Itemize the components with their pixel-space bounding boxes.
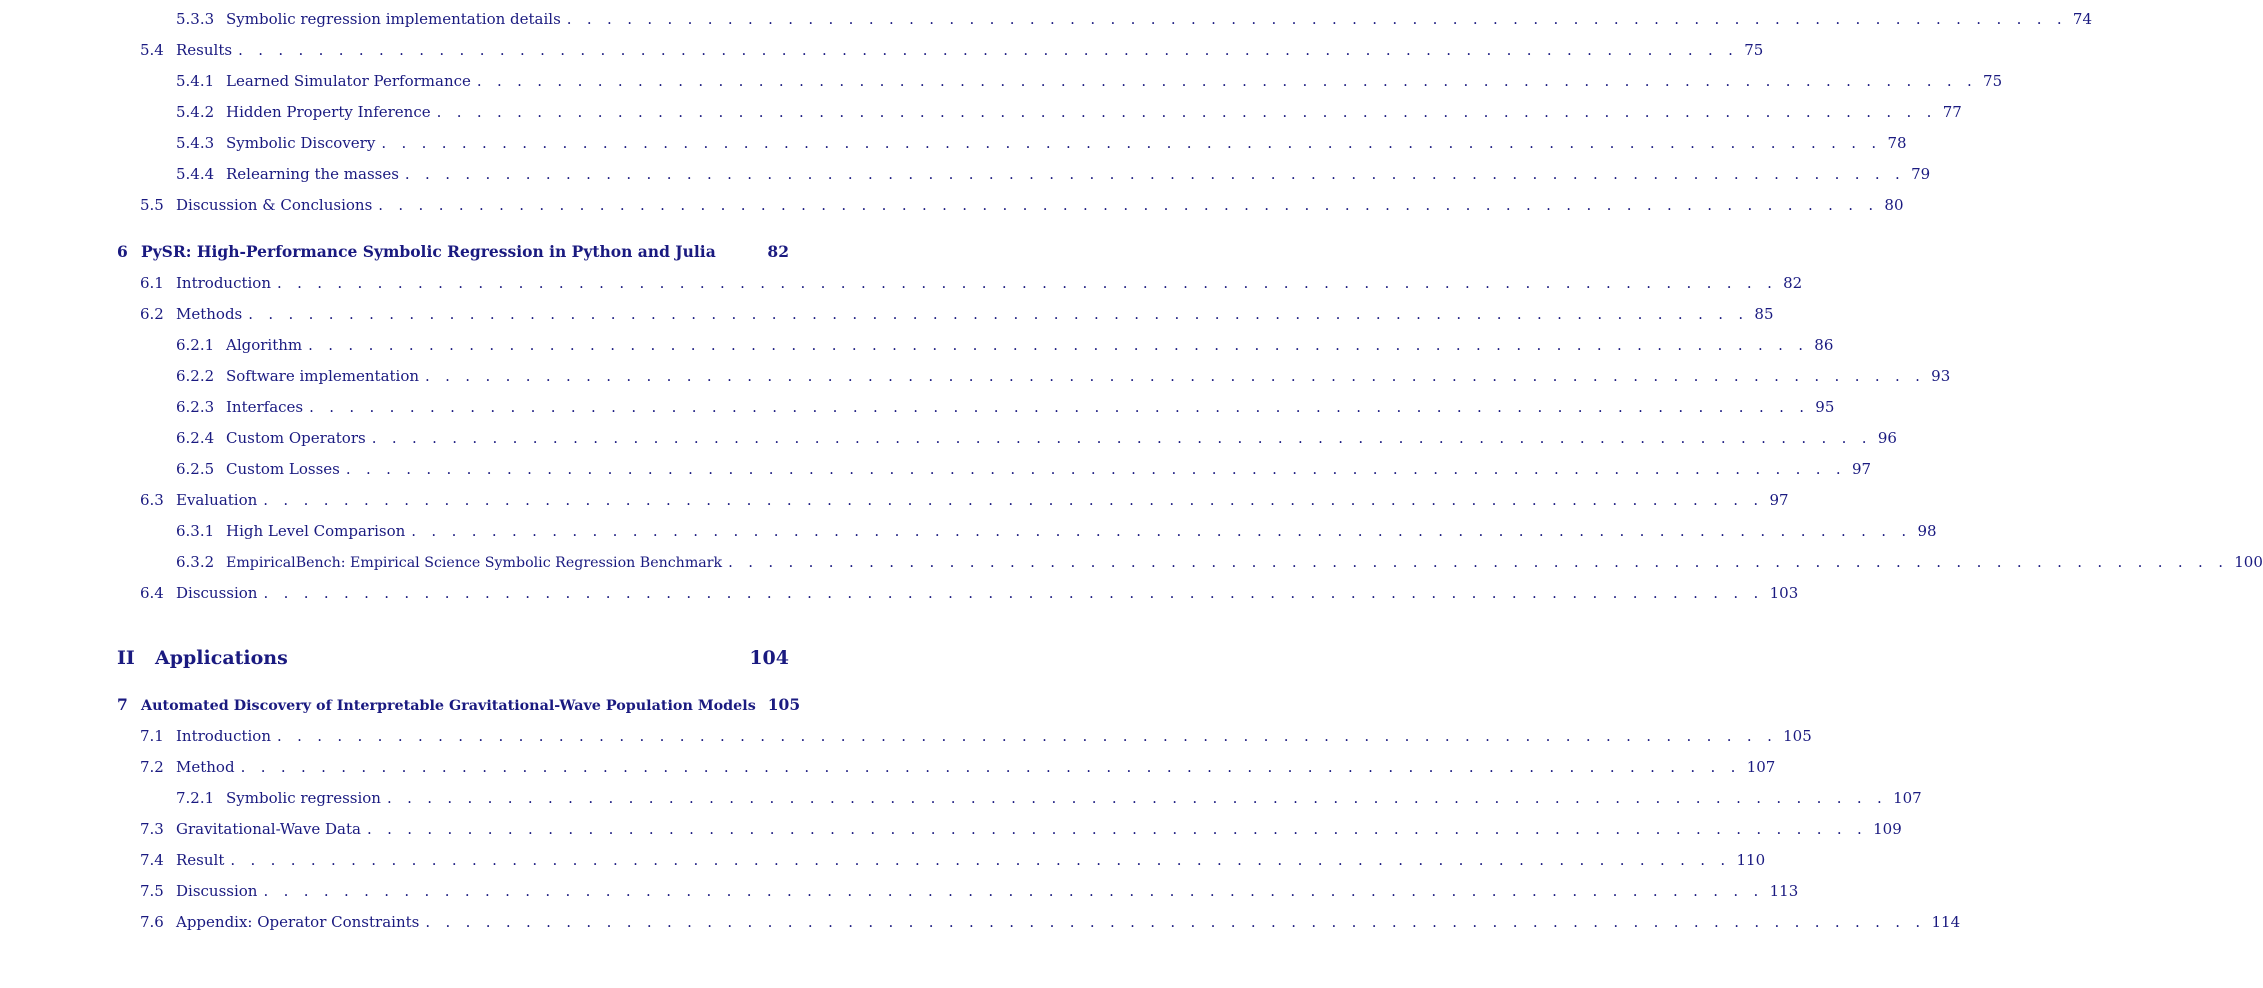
dot-leader: . . . . . . . . . . . . . . . . . . . . . . . . . . . . . . . . . . . . . . . . . . . . . . . . . . . . . . . . . . . . . . . . . . . . . . . . . . . bbox=[240, 758, 1741, 776]
toc-title: Algorithm bbox=[226, 336, 303, 354]
toc-title: Introduction bbox=[176, 274, 271, 292]
toc-entry-6-2-1[interactable] bbox=[176, 335, 1834, 355]
toc-number: 5.3.3 bbox=[176, 10, 215, 28]
toc-page-number: 100 bbox=[2234, 553, 2263, 571]
toc-title: Relearning the masses bbox=[226, 165, 399, 183]
toc-title: Discussion & Conclusions bbox=[176, 196, 373, 214]
toc-title: Methods bbox=[176, 305, 243, 323]
toc-number: 6.2.5 bbox=[176, 460, 215, 478]
toc-page-number: 105 bbox=[767, 695, 801, 714]
toc-entry-7-2[interactable] bbox=[140, 757, 1776, 777]
toc-page-number: 80 bbox=[1884, 196, 1904, 214]
toc-title: Evaluation bbox=[176, 491, 258, 509]
toc-entry-5-4-2[interactable] bbox=[176, 102, 1962, 122]
dot-leader: . . . . . . . . . . . . . . . . . . . . . . . . . . . . . . . . . . . . . . . . . . . . . . . . . . . . . . . . . . . . . . . . . . . . . . . . . . . bbox=[476, 72, 1978, 90]
toc-number: 6.3 bbox=[140, 491, 164, 509]
toc-number: 7.1 bbox=[140, 727, 164, 745]
toc-entry-5-3-3[interactable] bbox=[176, 9, 2093, 29]
toc-title: Discussion bbox=[176, 584, 258, 602]
toc-number: 7.5 bbox=[140, 882, 164, 900]
toc-entry-6-2-5[interactable] bbox=[176, 459, 1872, 479]
toc-entry-5-4-4[interactable] bbox=[176, 164, 1931, 184]
toc-entry-7-5[interactable] bbox=[140, 881, 1799, 901]
toc-number: 6.1 bbox=[140, 274, 164, 292]
toc-entry-7-4[interactable] bbox=[140, 850, 1766, 870]
toc-number: 6 bbox=[117, 242, 128, 261]
dot-leader: . . . . . . . . . . . . . . . . . . . . . . . . . . . . . . . . . . . . . . . . . . . . . . . . . . . . . . . . . . . . . . . . . . . . . . . . . . . bbox=[425, 367, 1926, 385]
toc-title: Gravitational-Wave Data bbox=[176, 820, 361, 838]
toc-page-number: 86 bbox=[1814, 336, 1834, 354]
toc-title: Hidden Property Inference bbox=[226, 103, 431, 121]
toc-entry-6-4[interactable] bbox=[140, 583, 1799, 603]
toc-title: Result bbox=[176, 851, 225, 869]
toc-page-number: 114 bbox=[1931, 913, 1961, 931]
toc-part-ii[interactable] bbox=[117, 645, 789, 671]
dot-leader: . . . . . . . . . . . . . . . . . . . . . . . . . . . . . . . . . . . . . . . . . . . . . . . . . . . . . . . . . . . . . . . . . . . . . . . . . . . bbox=[230, 851, 1731, 869]
toc-number: 7.6 bbox=[140, 913, 164, 931]
dot-leader: . . . . . . . . . . . . . . . . . . . . . . . . . . . . . . . . . . . . . . . . . . . . . . . . . . . . . . . . . . . . . . . . . . . . . . . . . . . bbox=[728, 553, 2229, 571]
toc-title: Appendix: Operator Constraints bbox=[176, 913, 420, 931]
toc-page-number: 109 bbox=[1873, 820, 1902, 838]
toc-page-number: 74 bbox=[2072, 10, 2093, 28]
dot-leader: . . . . . . . . . . . . . . . . . . . . . . . . . . . . . . . . . . . . . . . . . . . . . . . . . . . . . . . . . . . . . . . . . . . . . . . . . . . bbox=[381, 134, 1882, 152]
toc-page-number: 98 bbox=[1917, 522, 1937, 540]
toc-page-number: 107 bbox=[1893, 789, 1922, 807]
toc-title: Method bbox=[176, 758, 235, 776]
dot-leader: . . . . . . . . . . . . . . . . . . . . . . . . . . . . . . . . . . . . . . . . . . . . . . . . . . . . . . . . . . . . . . . . . . . . . . . . . . . bbox=[263, 584, 1764, 602]
toc-entry-7-2-1[interactable] bbox=[176, 788, 1922, 808]
toc-entry-5-4-1[interactable] bbox=[176, 71, 2003, 91]
toc-page-number: 95 bbox=[1815, 398, 1835, 416]
toc-number: 7.4 bbox=[140, 851, 164, 869]
dot-leader: . . . . . . . . . . . . . . . . . . . . . . . . . . . . . . . . . . . . . . . . . . . . . . . . . . . . . . . . . . . . . . . . . . . . . . . . . . . bbox=[366, 820, 1868, 838]
toc-title: Introduction bbox=[176, 727, 271, 745]
toc-entry-6-3-2[interactable] bbox=[176, 552, 2263, 572]
dot-leader: . . . . . . . . . . . . . . . . . . . . . . . . . . . . . . . . . . . . . . . . . . . . . . . . . . . . . . . . . . . . . . . . . . . . . . . . . . . bbox=[436, 103, 1937, 121]
dot-leader: . . . . . . . . . . . . . . . . . . . . . . . . . . . . . . . . . . . . . . . . . . . . . . . . . . . . . . . . . . . . . . . . . . . . . . . . . . . bbox=[425, 913, 1926, 931]
toc-page-number: 113 bbox=[1769, 882, 1799, 900]
toc-number: 7.3 bbox=[140, 820, 164, 838]
toc-entry-5-4[interactable] bbox=[140, 40, 1764, 60]
toc-page-number: 110 bbox=[1736, 851, 1766, 869]
toc-number: 5.4.3 bbox=[176, 134, 215, 152]
toc-page-number: 104 bbox=[749, 647, 789, 669]
toc-page-number: 103 bbox=[1769, 584, 1799, 602]
toc-number: 7.2.1 bbox=[176, 789, 215, 807]
dot-leader: . . . . . . . . . . . . . . . . . . . . . . . . . . . . . . . . . . . . . . . . . . . . . . . . . . . . . . . . . . . . . . . . . . . . . . . . . . . bbox=[345, 460, 1846, 478]
toc-entry-6-1[interactable] bbox=[140, 273, 1803, 293]
dot-leader: . . . . . . . . . . . . . . . . . . . . . . . . . . . . . . . . . . . . . . . . . . . . . . . . . . . . . . . . . . . . . . . . . . . . . . . . . . . bbox=[263, 491, 1764, 509]
dot-leader: . . . . . . . . . . . . . . . . . . . . . . . . . . . . . . . . . . . . . . . . . . . . . . . . . . . . . . . . . . . . . . . . . . . . . . . . . . . bbox=[277, 274, 1778, 292]
dot-leader: . . . . . . . . . . . . . . . . . . . . . . . . . . . . . . . . . . . . . . . . . . . . . . . . . . . . . . . . . . . . . . . . . . . . . . . . . . . bbox=[238, 41, 1739, 59]
dot-leader: . . . . . . . . . . . . . . . . . . . . . . . . . . . . . . . . . . . . . . . . . . . . . . . . . . . . . . . . . . . . . . . . . . . . . . . . . . . bbox=[386, 789, 1888, 807]
toc-entry-7-3[interactable] bbox=[140, 819, 1902, 839]
toc-page-number: 79 bbox=[1911, 165, 1931, 183]
toc-title: Symbolic Discovery bbox=[226, 134, 376, 152]
toc-page-number: 75 bbox=[1983, 72, 2003, 90]
toc-title: EmpiricalBench: Empirical Science Symbolic Regression Benchmark bbox=[226, 555, 723, 571]
toc-number: 5.5 bbox=[140, 196, 164, 214]
toc-number: 6.2.2 bbox=[176, 367, 215, 385]
toc-entry-6-3[interactable] bbox=[140, 490, 1789, 510]
toc-number: 6.2.4 bbox=[176, 429, 215, 447]
toc-number: 5.4.4 bbox=[176, 165, 215, 183]
toc-number: 7 bbox=[117, 695, 128, 714]
toc-page-number: 105 bbox=[1783, 727, 1812, 745]
toc-page-number: 93 bbox=[1931, 367, 1951, 385]
dot-leader: . . . . . . . . . . . . . . . . . . . . . . . . . . . . . . . . . . . . . . . . . . . . . . . . . . . . . . . . . . . . . . . . . . . . . . . . . . . bbox=[308, 336, 1809, 354]
toc-number: 6.2.1 bbox=[176, 336, 215, 354]
toc-title: Custom Losses bbox=[226, 460, 340, 478]
toc-title: PySR: High-Performance Symbolic Regression in Python and Julia bbox=[141, 242, 716, 261]
toc-number: 6.2.3 bbox=[176, 398, 215, 416]
dot-leader: . . . . . . . . . . . . . . . . . . . . . . . . . . . . . . . . . . . . . . . . . . . . . . . . . . . . . . . . . . . . . . . . . . . . . . . . . . . bbox=[277, 727, 1778, 745]
toc-entry-5-5[interactable] bbox=[140, 195, 1904, 215]
toc-entry-6-2-3[interactable] bbox=[176, 397, 1835, 417]
dot-leader: . . . . . . . . . . . . . . . . . . . . . . . . . . . . . . . . . . . . . . . . . . . . . . . . . . . . . . . . . . . . . . . . . . . . . . . . . . . bbox=[263, 882, 1764, 900]
dot-leader: . . . . . . . . . . . . . . . . . . . . . . . . . . . . . . . . . . . . . . . . . . . . . . . . . . . . . . . . . . . . . . . . . . . . . . . . . . . bbox=[371, 429, 1872, 447]
toc-entry-6-3-1[interactable] bbox=[176, 521, 1937, 541]
toc-page-number: 82 bbox=[1783, 274, 1803, 292]
toc-number: 6.3.2 bbox=[176, 553, 215, 571]
toc-number: 6.2 bbox=[140, 305, 164, 323]
toc-chapter-7[interactable] bbox=[117, 695, 801, 715]
toc-page-number: 96 bbox=[1877, 429, 1897, 447]
toc-page-number: 77 bbox=[1942, 103, 1962, 121]
toc-entry-7-1[interactable] bbox=[140, 726, 1812, 746]
toc-title: Results bbox=[176, 41, 233, 59]
toc-title: Automated Discovery of Interpretable Gravitational-Wave Population Models bbox=[141, 698, 756, 714]
dot-leader: . . . . . . . . . . . . . . . . . . . . . . . . . . . . . . . . . . . . . . . . . . . . . . . . . . . . . . . . . . . . . . . . . . . . . . . . . . . bbox=[309, 398, 1810, 416]
toc-number: 5.4.2 bbox=[176, 103, 215, 121]
toc-title: Interfaces bbox=[226, 398, 304, 416]
dot-leader: . . . . . . . . . . . . . . . . . . . . . . . . . . . . . . . . . . . . . . . . . . . . . . . . . . . . . . . . . . . . . . . . . . . . . . . . . . . bbox=[378, 196, 1879, 214]
toc-title: High Level Comparison bbox=[226, 522, 406, 540]
dot-leader: . . . . . . . . . . . . . . . . . . . . . . . . . . . . . . . . . . . . . . . . . . . . . . . . . . . . . . . . . . . . . . . . . . . . . . . . . . . bbox=[248, 305, 1749, 323]
toc-page-number: 78 bbox=[1887, 134, 1907, 152]
toc-title: Symbolic regression bbox=[226, 789, 381, 807]
toc-page-number: 82 bbox=[767, 242, 789, 261]
toc-number: 6.3.1 bbox=[176, 522, 215, 540]
toc-entry-5-4-3[interactable] bbox=[176, 133, 1907, 153]
toc-number: 7.2 bbox=[140, 758, 164, 776]
toc-title: Applications bbox=[155, 647, 288, 669]
toc-entry-7-6[interactable] bbox=[140, 912, 1961, 932]
toc-entry-6-2[interactable] bbox=[140, 304, 1774, 324]
toc-title: Custom Operators bbox=[226, 429, 366, 447]
toc-number: 5.4 bbox=[140, 41, 164, 59]
toc-entry-6-2-4[interactable] bbox=[176, 428, 1897, 448]
dot-leader: . . . . . . . . . . . . . . . . . . . . . . . . . . . . . . . . . . . . . . . . . . . . . . . . . . . . . . . . . . . . . . . . . . . . . . . . . . . bbox=[566, 10, 2067, 28]
toc-title: Software implementation bbox=[226, 367, 420, 385]
toc-title: Learned Simulator Performance bbox=[226, 72, 471, 90]
toc-page-number: 97 bbox=[1852, 460, 1872, 478]
toc-chapter-6[interactable] bbox=[117, 242, 789, 262]
toc-title: Discussion bbox=[176, 882, 258, 900]
dot-leader: . . . . . . . . . . . . . . . . . . . . . . . . . . . . . . . . . . . . . . . . . . . . . . . . . . . . . . . . . . . . . . . . . . . . . . . . . . . bbox=[404, 165, 1906, 183]
toc-page-number: 85 bbox=[1754, 305, 1774, 323]
toc-entry-6-2-2[interactable] bbox=[176, 366, 1951, 386]
toc-page-number: 75 bbox=[1744, 41, 1764, 59]
toc-page-number: 107 bbox=[1746, 758, 1776, 776]
toc-title: Symbolic regression implementation details bbox=[226, 10, 561, 28]
toc-page-number: 97 bbox=[1769, 491, 1789, 509]
toc-number: 6.4 bbox=[140, 584, 164, 602]
dot-leader: . . . . . . . . . . . . . . . . . . . . . . . . . . . . . . . . . . . . . . . . . . . . . . . . . . . . . . . . . . . . . . . . . . . . . . . . . . . bbox=[411, 522, 1912, 540]
toc-number: II bbox=[117, 647, 135, 669]
toc-number: 5.4.1 bbox=[176, 72, 215, 90]
